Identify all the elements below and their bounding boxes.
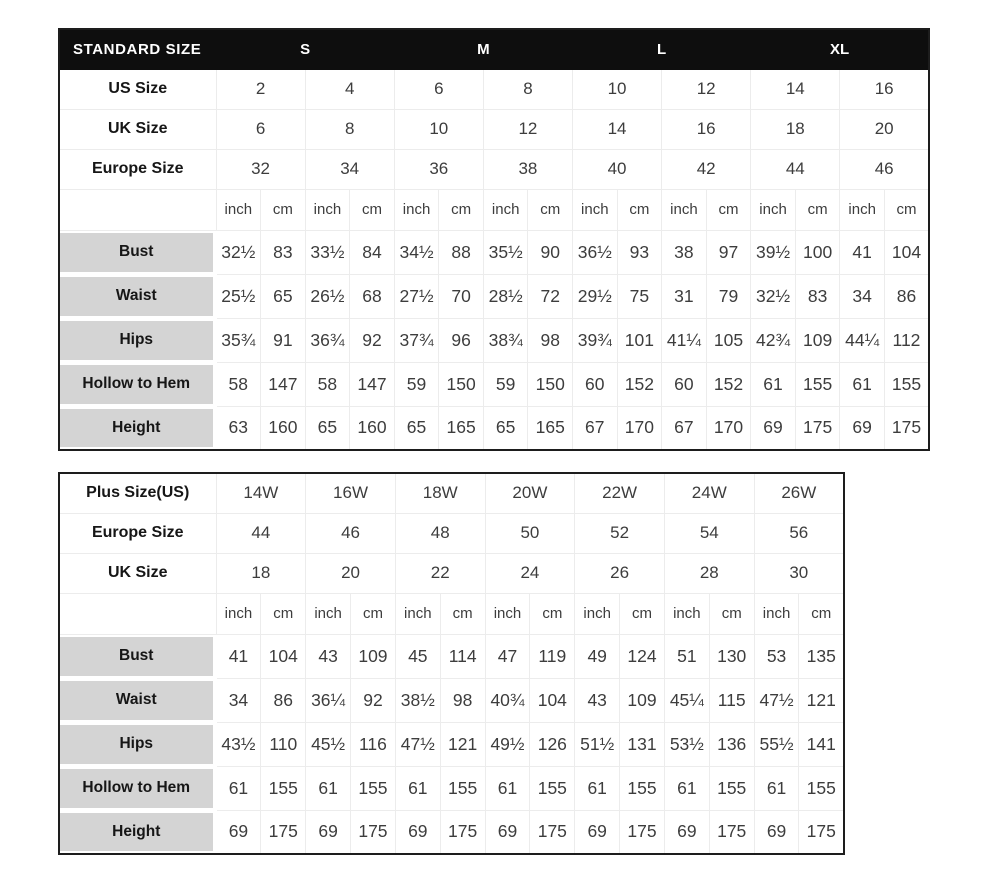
measurement-value-cell: 147 <box>261 362 306 406</box>
measurement-row <box>59 722 844 766</box>
measurement-value-cell: 65 <box>394 406 439 450</box>
measurement-value-cell: 131 <box>620 722 665 766</box>
measurement-label-text: Hips <box>60 321 213 360</box>
measurement-label-text: Height <box>60 409 213 448</box>
measurement-value-cell: 35½ <box>483 230 528 274</box>
measurement-value-cell: 68 <box>350 274 395 318</box>
unit-label: inch <box>575 593 620 634</box>
measurement-value-cell: 67 <box>573 406 618 450</box>
measurement-value-cell: 92 <box>351 678 396 722</box>
row-label: UK Size <box>59 553 216 593</box>
measurement-value-cell: 38 <box>662 230 707 274</box>
size-value-cell: 6 <box>394 69 483 109</box>
measurement-value-cell: 69 <box>751 406 796 450</box>
measurement-value-cell: 41 <box>216 634 261 678</box>
size-value-cell: 28 <box>664 553 754 593</box>
unit-label: inch <box>751 189 796 230</box>
measurement-row <box>59 406 929 450</box>
size-group-label: S <box>216 29 394 69</box>
size-value-cell: 12 <box>662 69 751 109</box>
measurement-value-cell: 100 <box>795 230 840 274</box>
size-value-cell: 16W <box>306 473 396 513</box>
size-value-cell: 44 <box>751 149 840 189</box>
unit-label: inch <box>754 593 799 634</box>
unit-label: cm <box>620 593 665 634</box>
measurement-value-cell: 61 <box>664 766 709 810</box>
unit-label: cm <box>530 593 575 634</box>
measurement-label-text: Bust <box>60 637 213 676</box>
measurement-value-cell: 90 <box>528 230 573 274</box>
unit-label: cm <box>528 189 573 230</box>
unit-label: inch <box>216 189 261 230</box>
measurement-value-cell: 165 <box>528 406 573 450</box>
measurement-value-cell: 175 <box>795 406 840 450</box>
measurement-value-cell: 97 <box>706 230 751 274</box>
measurement-value-cell: 121 <box>440 722 485 766</box>
measurement-value-cell: 96 <box>439 318 484 362</box>
size-value-cell: 44 <box>216 513 306 553</box>
size-value-cell: 2 <box>216 69 305 109</box>
size-value-cell: 10 <box>394 109 483 149</box>
measurement-value-cell: 33½ <box>305 230 350 274</box>
measurement-value-cell: 27½ <box>394 274 439 318</box>
measurement-value-cell: 88 <box>439 230 484 274</box>
measurement-label <box>59 362 216 406</box>
measurement-value-cell: 175 <box>261 810 306 854</box>
measurement-value-cell: 165 <box>439 406 484 450</box>
measurement-value-cell: 136 <box>709 722 754 766</box>
measurement-value-cell: 45½ <box>306 722 351 766</box>
row-label: Plus Size(US) <box>59 473 216 513</box>
measurement-value-cell: 155 <box>530 766 575 810</box>
measurement-value-cell: 47½ <box>395 722 440 766</box>
measurement-label-text: Hips <box>60 725 213 764</box>
measurement-value-cell: 49½ <box>485 722 530 766</box>
unit-label: inch <box>216 593 261 634</box>
measurement-value-cell: 61 <box>751 362 796 406</box>
measurement-value-cell: 36¾ <box>305 318 350 362</box>
standard-size-table <box>58 28 930 451</box>
table-header-bar <box>59 29 929 69</box>
size-value-cell: 24 <box>485 553 575 593</box>
measurement-value-cell: 69 <box>395 810 440 854</box>
size-value-cell: 20 <box>840 109 929 149</box>
measurement-value-cell: 55½ <box>754 722 799 766</box>
unit-label: cm <box>351 593 396 634</box>
measurement-value-cell: 155 <box>795 362 840 406</box>
measurement-value-cell: 28½ <box>483 274 528 318</box>
size-value-cell: 20W <box>485 473 575 513</box>
size-value-cell: 18 <box>216 553 306 593</box>
measurement-value-cell: 61 <box>395 766 440 810</box>
measurement-value-cell: 44¼ <box>840 318 885 362</box>
measurement-value-cell: 150 <box>439 362 484 406</box>
size-value-cell: 8 <box>305 109 394 149</box>
size-value-cell: 46 <box>840 149 929 189</box>
measurement-value-cell: 61 <box>840 362 885 406</box>
measurement-value-cell: 36½ <box>573 230 618 274</box>
measurement-value-cell: 61 <box>754 766 799 810</box>
size-value-cell: 36 <box>394 149 483 189</box>
unit-label: inch <box>306 593 351 634</box>
size-value-cell: 18W <box>395 473 485 513</box>
measurement-value-cell: 69 <box>216 810 261 854</box>
measurement-label-text: Waist <box>60 277 213 316</box>
size-value-cell: 20 <box>306 553 396 593</box>
measurement-value-cell: 109 <box>351 634 396 678</box>
measurement-value-cell: 43 <box>575 678 620 722</box>
measurement-value-cell: 67 <box>662 406 707 450</box>
row-label: Europe Size <box>59 149 216 189</box>
size-value-cell: 32 <box>216 149 305 189</box>
measurement-row <box>59 362 929 406</box>
measurement-value-cell: 58 <box>216 362 261 406</box>
measurement-value-cell: 141 <box>799 722 844 766</box>
size-value-cell: 26 <box>575 553 665 593</box>
measurement-label-text: Bust <box>60 233 213 272</box>
measurement-label <box>59 678 216 722</box>
measurement-label <box>59 230 216 274</box>
row-label: UK Size <box>59 109 216 149</box>
unit-label: cm <box>439 189 484 230</box>
measurement-value-cell: 42¾ <box>751 318 796 362</box>
size-value-cell: 30 <box>754 553 844 593</box>
measurement-value-cell: 47 <box>485 634 530 678</box>
unit-row-empty-cell <box>59 593 216 634</box>
measurement-value-cell: 69 <box>575 810 620 854</box>
unit-label: inch <box>485 593 530 634</box>
measurement-value-cell: 83 <box>795 274 840 318</box>
conversion-row <box>59 553 844 593</box>
measurement-value-cell: 75 <box>617 274 662 318</box>
size-value-cell: 8 <box>483 69 572 109</box>
measurement-value-cell: 51½ <box>575 722 620 766</box>
measurement-value-cell: 109 <box>795 318 840 362</box>
measurement-value-cell: 70 <box>439 274 484 318</box>
measurement-value-cell: 155 <box>709 766 754 810</box>
measurement-label <box>59 766 216 810</box>
measurement-value-cell: 63 <box>216 406 261 450</box>
unit-label: inch <box>662 189 707 230</box>
measurement-value-cell: 155 <box>261 766 306 810</box>
size-value-cell: 18 <box>751 109 840 149</box>
measurement-label <box>59 722 216 766</box>
measurement-value-cell: 155 <box>884 362 929 406</box>
measurement-value-cell: 35¾ <box>216 318 261 362</box>
measurement-label <box>59 318 216 362</box>
measurement-value-cell: 105 <box>706 318 751 362</box>
measurement-value-cell: 59 <box>483 362 528 406</box>
measurement-value-cell: 65 <box>261 274 306 318</box>
size-value-cell: 56 <box>754 513 844 553</box>
measurement-value-cell: 61 <box>575 766 620 810</box>
unit-label: inch <box>483 189 528 230</box>
measurement-value-cell: 61 <box>306 766 351 810</box>
measurement-value-cell: 86 <box>261 678 306 722</box>
measurement-row <box>59 634 844 678</box>
measurement-value-cell: 175 <box>530 810 575 854</box>
measurement-label-text: Hollow to Hem <box>60 769 213 808</box>
measurement-row <box>59 230 929 274</box>
measurement-value-cell: 51 <box>664 634 709 678</box>
measurement-value-cell: 175 <box>440 810 485 854</box>
measurement-value-cell: 84 <box>350 230 395 274</box>
measurement-value-cell: 116 <box>351 722 396 766</box>
measurement-value-cell: 40¾ <box>485 678 530 722</box>
measurement-value-cell: 49 <box>575 634 620 678</box>
size-group-label: XL <box>751 29 929 69</box>
conversion-row <box>59 513 844 553</box>
size-value-cell: 22 <box>395 553 485 593</box>
measurement-value-cell: 39½ <box>751 230 796 274</box>
unit-row <box>59 593 844 634</box>
measurement-value-cell: 53 <box>754 634 799 678</box>
measurement-value-cell: 126 <box>530 722 575 766</box>
measurement-value-cell: 37¾ <box>394 318 439 362</box>
unit-label: cm <box>795 189 840 230</box>
measurement-value-cell: 34½ <box>394 230 439 274</box>
measurement-value-cell: 175 <box>620 810 665 854</box>
measurement-label-text: Hollow to Hem <box>60 365 213 404</box>
measurement-value-cell: 26½ <box>305 274 350 318</box>
unit-row-empty-cell <box>59 189 216 230</box>
measurement-value-cell: 60 <box>662 362 707 406</box>
measurement-value-cell: 155 <box>440 766 485 810</box>
measurement-value-cell: 45 <box>395 634 440 678</box>
size-value-cell: 40 <box>573 149 662 189</box>
measurement-value-cell: 150 <box>528 362 573 406</box>
unit-label: inch <box>395 593 440 634</box>
measurement-value-cell: 25½ <box>216 274 261 318</box>
size-value-cell: 38 <box>483 149 572 189</box>
measurement-row <box>59 766 844 810</box>
unit-label: inch <box>394 189 439 230</box>
unit-label: inch <box>305 189 350 230</box>
measurement-value-cell: 104 <box>884 230 929 274</box>
measurement-row <box>59 678 844 722</box>
measurement-value-cell: 34 <box>840 274 885 318</box>
measurement-value-cell: 160 <box>261 406 306 450</box>
measurement-value-cell: 72 <box>528 274 573 318</box>
measurement-value-cell: 112 <box>884 318 929 362</box>
size-value-cell: 14 <box>573 109 662 149</box>
measurement-value-cell: 124 <box>620 634 665 678</box>
measurement-value-cell: 155 <box>799 766 844 810</box>
measurement-value-cell: 32½ <box>751 274 796 318</box>
unit-label: cm <box>440 593 485 634</box>
measurement-value-cell: 58 <box>305 362 350 406</box>
measurement-label-text: Waist <box>60 681 213 720</box>
measurement-value-cell: 65 <box>305 406 350 450</box>
measurement-value-cell: 115 <box>709 678 754 722</box>
unit-label: inch <box>664 593 709 634</box>
size-value-cell: 50 <box>485 513 575 553</box>
measurement-value-cell: 61 <box>485 766 530 810</box>
measurement-value-cell: 39¾ <box>573 318 618 362</box>
measurement-value-cell: 86 <box>884 274 929 318</box>
unit-label: cm <box>799 593 844 634</box>
measurement-value-cell: 59 <box>394 362 439 406</box>
measurement-value-cell: 170 <box>706 406 751 450</box>
unit-label: inch <box>573 189 618 230</box>
row-label: US Size <box>59 69 216 109</box>
measurement-value-cell: 121 <box>799 678 844 722</box>
measurement-value-cell: 130 <box>709 634 754 678</box>
unit-label: cm <box>617 189 662 230</box>
measurement-row <box>59 318 929 362</box>
size-value-cell: 42 <box>662 149 751 189</box>
measurement-value-cell: 29½ <box>573 274 618 318</box>
size-value-cell: 54 <box>664 513 754 553</box>
measurement-value-cell: 175 <box>709 810 754 854</box>
size-value-cell: 52 <box>575 513 665 553</box>
row-label: Europe Size <box>59 513 216 553</box>
unit-label: cm <box>709 593 754 634</box>
measurement-value-cell: 69 <box>664 810 709 854</box>
measurement-value-cell: 83 <box>261 230 306 274</box>
conversion-row <box>59 69 929 109</box>
measurement-value-cell: 170 <box>617 406 662 450</box>
measurement-value-cell: 135 <box>799 634 844 678</box>
unit-row <box>59 189 929 230</box>
measurement-value-cell: 147 <box>350 362 395 406</box>
measurement-value-cell: 92 <box>350 318 395 362</box>
unit-label: cm <box>706 189 751 230</box>
size-value-cell: 34 <box>305 149 394 189</box>
measurement-value-cell: 175 <box>799 810 844 854</box>
measurement-value-cell: 119 <box>530 634 575 678</box>
size-value-cell: 12 <box>483 109 572 149</box>
unit-label: cm <box>884 189 929 230</box>
measurement-value-cell: 93 <box>617 230 662 274</box>
size-group-label: M <box>394 29 572 69</box>
measurement-value-cell: 104 <box>261 634 306 678</box>
size-value-cell: 24W <box>664 473 754 513</box>
measurement-value-cell: 34 <box>216 678 261 722</box>
measurement-value-cell: 110 <box>261 722 306 766</box>
size-value-cell: 26W <box>754 473 844 513</box>
size-group-label: L <box>573 29 751 69</box>
measurement-label <box>59 810 216 854</box>
measurement-value-cell: 31 <box>662 274 707 318</box>
size-value-cell: 14W <box>216 473 306 513</box>
unit-label: inch <box>840 189 885 230</box>
unit-label: cm <box>350 189 395 230</box>
measurement-label-text: Height <box>60 813 213 852</box>
measurement-value-cell: 41 <box>840 230 885 274</box>
measurement-value-cell: 152 <box>706 362 751 406</box>
measurement-value-cell: 61 <box>216 766 261 810</box>
measurement-value-cell: 69 <box>754 810 799 854</box>
size-value-cell: 4 <box>305 69 394 109</box>
measurement-label <box>59 274 216 318</box>
measurement-value-cell: 41¼ <box>662 318 707 362</box>
measurement-value-cell: 36¼ <box>306 678 351 722</box>
conversion-row <box>59 473 844 513</box>
measurement-value-cell: 69 <box>840 406 885 450</box>
measurement-value-cell: 152 <box>617 362 662 406</box>
unit-label: cm <box>261 189 306 230</box>
measurement-value-cell: 43½ <box>216 722 261 766</box>
measurement-value-cell: 45¼ <box>664 678 709 722</box>
size-value-cell: 10 <box>573 69 662 109</box>
measurement-value-cell: 175 <box>884 406 929 450</box>
size-value-cell: 46 <box>306 513 396 553</box>
measurement-value-cell: 69 <box>485 810 530 854</box>
measurement-value-cell: 155 <box>620 766 665 810</box>
measurement-value-cell: 38½ <box>395 678 440 722</box>
measurement-value-cell: 43 <box>306 634 351 678</box>
measurement-value-cell: 91 <box>261 318 306 362</box>
measurement-value-cell: 60 <box>573 362 618 406</box>
measurement-value-cell: 38¾ <box>483 318 528 362</box>
size-value-cell: 6 <box>216 109 305 149</box>
measurement-value-cell: 32½ <box>216 230 261 274</box>
measurement-value-cell: 114 <box>440 634 485 678</box>
size-value-cell: 48 <box>395 513 485 553</box>
measurement-value-cell: 101 <box>617 318 662 362</box>
measurement-label <box>59 634 216 678</box>
measurement-value-cell: 175 <box>351 810 396 854</box>
size-value-cell: 14 <box>751 69 840 109</box>
measurement-value-cell: 79 <box>706 274 751 318</box>
size-value-cell: 16 <box>840 69 929 109</box>
measurement-value-cell: 98 <box>440 678 485 722</box>
measurement-value-cell: 53½ <box>664 722 709 766</box>
size-value-cell: 22W <box>575 473 665 513</box>
conversion-row <box>59 109 929 149</box>
measurement-value-cell: 65 <box>483 406 528 450</box>
measurement-row <box>59 274 929 318</box>
measurement-value-cell: 160 <box>350 406 395 450</box>
conversion-row <box>59 149 929 189</box>
measurement-value-cell: 104 <box>530 678 575 722</box>
measurement-value-cell: 47½ <box>754 678 799 722</box>
measurement-label <box>59 406 216 450</box>
measurement-value-cell: 155 <box>351 766 396 810</box>
measurement-value-cell: 109 <box>620 678 665 722</box>
table-title: STANDARD SIZE <box>59 29 216 69</box>
measurement-value-cell: 98 <box>528 318 573 362</box>
measurement-value-cell: 69 <box>306 810 351 854</box>
unit-label: cm <box>261 593 306 634</box>
size-value-cell: 16 <box>662 109 751 149</box>
plus-size-table <box>58 472 845 855</box>
measurement-row <box>59 810 844 854</box>
